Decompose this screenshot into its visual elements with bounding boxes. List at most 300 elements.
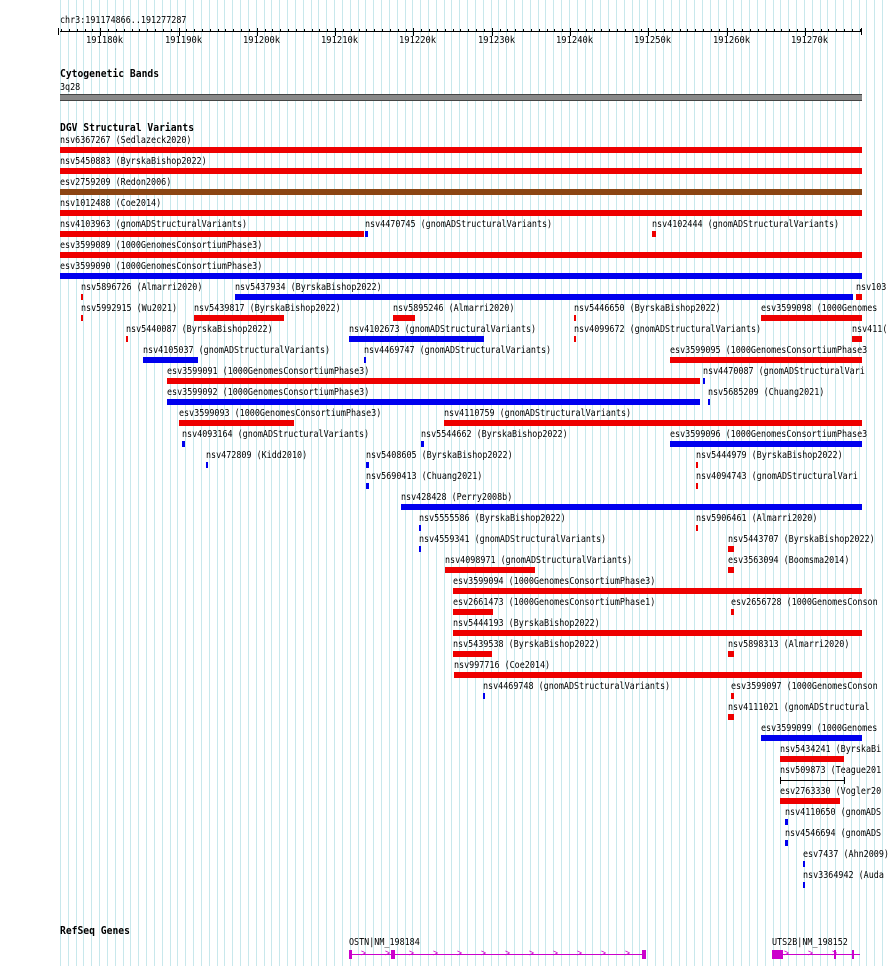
variant-bar[interactable] xyxy=(780,780,844,781)
ruler-tick-label: 191240k xyxy=(556,35,594,46)
variant-label: nsv1012488 (Coe2014) xyxy=(60,198,162,209)
variant-label: nsv4470745 (gnomADStructuralVariants) xyxy=(365,219,553,230)
strand-arrow: > xyxy=(553,948,559,959)
variant-bar[interactable] xyxy=(780,756,844,762)
variant-bar[interactable] xyxy=(206,462,208,468)
ruler-minor-tick xyxy=(523,29,524,32)
gridline xyxy=(726,0,727,966)
variant-bar[interactable] xyxy=(182,441,185,447)
gridline xyxy=(350,0,351,966)
gridline xyxy=(412,0,413,966)
gridline xyxy=(765,0,766,966)
variant-label: nsv5992915 (Wu2021) xyxy=(81,303,178,314)
gridline xyxy=(240,0,241,966)
ruler-minor-tick xyxy=(852,29,853,32)
gridline xyxy=(710,0,711,966)
strand-arrow: > xyxy=(457,948,463,959)
gridline xyxy=(334,0,335,966)
variant-label: nsv4546694 (gnomADS xyxy=(785,828,882,839)
ruler-minor-tick xyxy=(92,29,93,32)
gridline xyxy=(420,0,421,966)
dgv-track-title[interactable]: DGV Structural Variants xyxy=(60,121,195,134)
variant-bar[interactable] xyxy=(483,693,485,699)
variant-bar[interactable] xyxy=(349,336,484,342)
ruler-minor-tick xyxy=(139,29,140,32)
ruler-tick-label: 191190k xyxy=(165,35,203,46)
ruler-tick-label: 191210k xyxy=(321,35,359,46)
gridline xyxy=(287,0,288,966)
ruler-minor-tick xyxy=(351,29,352,32)
ruler-minor-tick xyxy=(484,29,485,32)
variant-label: esv3599091 (1000GenomesConsortiumPhase3) xyxy=(167,366,370,377)
ruler-minor-tick xyxy=(750,29,751,32)
variant-label: esv3599097 (1000GenomesConson xyxy=(731,681,878,692)
ruler-minor-tick xyxy=(594,29,595,32)
ruler-minor-tick xyxy=(774,29,775,32)
variant-bar[interactable] xyxy=(60,189,862,195)
gridline xyxy=(506,0,507,966)
ruler-minor-tick xyxy=(147,29,148,32)
variant-bar[interactable] xyxy=(60,273,862,279)
ruler-tick-label: 191220k xyxy=(399,35,437,46)
ruler-minor-tick xyxy=(132,29,133,32)
variant-label: nsv428428 (Perry2008b) xyxy=(401,492,513,503)
ruler-minor-tick xyxy=(69,29,70,32)
variant-bar[interactable] xyxy=(60,252,862,258)
gridline xyxy=(397,0,398,966)
ruler-minor-tick xyxy=(202,29,203,32)
gene-label: OSTN|NM_198184 xyxy=(349,937,420,948)
variant-bar[interactable] xyxy=(453,609,493,615)
variant-label: nsv4110650 (gnomADS xyxy=(785,807,882,818)
gridline xyxy=(326,0,327,966)
ruler-minor-tick xyxy=(319,29,320,32)
ruler-minor-tick xyxy=(85,29,86,32)
ruler-minor-tick xyxy=(656,29,657,32)
variant-bar[interactable] xyxy=(856,294,862,300)
gridline xyxy=(702,0,703,966)
ruler-minor-tick xyxy=(734,29,735,32)
gridline xyxy=(303,0,304,966)
variant-bar[interactable] xyxy=(364,357,366,363)
variant-label: nsv5437934 (ByrskaBishop2022) xyxy=(235,282,382,293)
gridline xyxy=(530,0,531,966)
variant-bar[interactable] xyxy=(728,651,734,657)
strand-arrow: > xyxy=(361,948,367,959)
variant-bar[interactable] xyxy=(454,672,862,678)
gridline xyxy=(498,0,499,966)
variant-bar[interactable] xyxy=(60,210,862,216)
variant-bar[interactable] xyxy=(803,882,805,888)
gridline xyxy=(389,0,390,966)
ruler-minor-tick xyxy=(625,29,626,32)
gridline xyxy=(514,0,515,966)
ruler-minor-tick xyxy=(813,29,814,32)
variant-bar[interactable] xyxy=(126,336,128,342)
gridline xyxy=(577,0,578,966)
variant-bar[interactable] xyxy=(419,546,421,552)
gridline xyxy=(733,0,734,966)
variant-bar[interactable] xyxy=(421,441,424,447)
variant-label: nsv4559341 (gnomADStructuralVariants) xyxy=(419,534,607,545)
gridline xyxy=(279,0,280,966)
variant-label: nsv5544662 (ByrskaBishop2022) xyxy=(421,429,568,440)
variant-label: nsv4469747 (gnomADStructuralVariants) xyxy=(364,345,552,356)
variant-bar[interactable] xyxy=(194,315,284,321)
variant-bar[interactable] xyxy=(453,630,862,636)
ruler-minor-tick xyxy=(531,29,532,32)
strand-arrow: > xyxy=(529,948,535,959)
variant-bar[interactable] xyxy=(708,399,710,405)
variant-label: nsv5555586 (ByrskaBishop2022) xyxy=(419,513,566,524)
ruler-minor-tick xyxy=(406,29,407,32)
gridline xyxy=(663,0,664,966)
variant-label: nsv5440087 (ByrskaBishop2022) xyxy=(126,324,273,335)
gridline xyxy=(342,0,343,966)
variant-bar[interactable] xyxy=(60,231,364,237)
ruler-minor-tick xyxy=(789,29,790,32)
variant-bar[interactable] xyxy=(731,609,734,615)
gridline xyxy=(436,0,437,966)
variant-label: nsv5898313 (Almarri2020) xyxy=(728,639,850,650)
variant-label: nsv5895246 (Almarri2020) xyxy=(393,303,515,314)
variant-bar-cap xyxy=(844,777,845,784)
variant-bar[interactable] xyxy=(60,147,862,153)
variant-label: nsv4102673 (gnomADStructuralVariants) xyxy=(349,324,537,335)
ruler-minor-tick xyxy=(617,29,618,32)
gridline xyxy=(311,0,312,966)
variant-label: nsv509873 (Teague201 xyxy=(780,765,882,776)
ruler-minor-tick xyxy=(672,29,673,32)
ruler-minor-tick xyxy=(272,29,273,32)
ruler-minor-tick xyxy=(860,29,861,32)
gridline xyxy=(553,0,554,966)
ruler-minor-tick xyxy=(225,29,226,32)
gridline xyxy=(694,0,695,966)
ruler-minor-tick xyxy=(265,29,266,32)
variant-label: nsv5443707 (ByrskaBishop2022) xyxy=(728,534,875,545)
variant-label: nsv4102444 (gnomADStructuralVariants) xyxy=(652,219,840,230)
ruler-minor-tick xyxy=(758,29,759,32)
gridline xyxy=(812,0,813,966)
variant-label: esv2763330 (Vogler20 xyxy=(780,786,882,797)
strand-arrow: > xyxy=(409,948,415,959)
variant-label: esv2759209 (Redon2006) xyxy=(60,177,172,188)
variant-bar[interactable] xyxy=(703,378,705,384)
strand-arrow: > xyxy=(784,948,790,959)
variant-bar[interactable] xyxy=(60,168,862,174)
ruler-minor-tick xyxy=(343,29,344,32)
ruler-minor-tick xyxy=(382,29,383,32)
variant-label: nsv5408605 (ByrskaBishop2022) xyxy=(366,450,513,461)
ruler-minor-tick xyxy=(116,29,117,32)
variant-bar[interactable] xyxy=(366,462,369,468)
gene-exon[interactable] xyxy=(852,950,854,959)
gridline xyxy=(232,0,233,966)
variant-label: nsv3364942 (Auda xyxy=(803,870,884,881)
cytoband-label: 3q28 xyxy=(60,82,81,93)
gridline xyxy=(780,0,781,966)
strand-arrow: > xyxy=(625,948,631,959)
ruler-minor-tick xyxy=(680,29,681,32)
ruler-minor-tick xyxy=(821,29,822,32)
variant-bar[interactable] xyxy=(785,840,788,846)
gridline xyxy=(381,0,382,966)
ruler-minor-tick xyxy=(398,29,399,32)
gridline xyxy=(545,0,546,966)
variant-label: esv2661473 (1000GenomesConsortiumPhase1) xyxy=(453,597,656,608)
ruler-minor-tick xyxy=(460,29,461,32)
variant-bar[interactable] xyxy=(728,546,734,552)
variant-label: nsv4094743 (gnomADStructuralVari xyxy=(696,471,858,482)
variant-bar[interactable] xyxy=(803,861,805,867)
gridline xyxy=(788,0,789,966)
ruler-minor-tick xyxy=(719,29,720,32)
ruler-minor-tick xyxy=(437,29,438,32)
ruler-tick-label: 191250k xyxy=(634,35,672,46)
variant-label: nsv4111021 (gnomADStructural xyxy=(728,702,870,713)
variant-bar[interactable] xyxy=(852,336,862,342)
variant-bar[interactable] xyxy=(167,399,700,405)
variant-label: esv3599096 (1000GenomesConsortiumPhase3 xyxy=(670,429,868,440)
variant-label: nsv5896726 (Almarri2020) xyxy=(81,282,203,293)
variant-bar[interactable] xyxy=(235,294,853,300)
variant-label: nsv4103963 (gnomADStructuralVariants) xyxy=(60,219,248,230)
variant-label: nsv5439817 (ByrskaBishop2022) xyxy=(194,303,341,314)
variant-bar[interactable] xyxy=(401,504,862,510)
variant-label: nsv4110759 (gnomADStructuralVariants) xyxy=(444,408,632,419)
variant-bar[interactable] xyxy=(574,315,576,321)
gridline xyxy=(686,0,687,966)
gridline xyxy=(193,0,194,966)
ruler-minor-tick xyxy=(194,29,195,32)
variant-bar[interactable] xyxy=(728,714,734,720)
ruler-minor-tick xyxy=(828,29,829,32)
gridline xyxy=(522,0,523,966)
gridline xyxy=(271,0,272,966)
variant-label: nsv103 xyxy=(856,282,887,293)
gridline xyxy=(851,0,852,966)
ruler-minor-tick xyxy=(515,29,516,32)
variant-bar[interactable] xyxy=(179,420,294,426)
variant-label: esv3563094 (Boomsma2014) xyxy=(728,555,850,566)
ruler-minor-tick xyxy=(766,29,767,32)
gridline xyxy=(467,0,468,966)
gridline xyxy=(632,0,633,966)
ruler-minor-tick xyxy=(374,29,375,32)
gene-exon[interactable] xyxy=(772,950,783,959)
gridline xyxy=(457,0,463,966)
strand-arrow: > xyxy=(577,948,583,959)
variant-bar[interactable] xyxy=(81,315,83,321)
gridline xyxy=(318,0,319,966)
variant-bar[interactable] xyxy=(444,420,862,426)
gridline xyxy=(256,0,257,966)
ruler-minor-tick xyxy=(781,29,782,32)
ruler-minor-tick xyxy=(468,29,469,32)
gridline xyxy=(451,0,452,966)
variant-label: nsv4105037 (gnomADStructuralVariants) xyxy=(143,345,331,356)
variant-label: esv3599099 (1000Genomes xyxy=(761,723,878,734)
ruler-minor-tick xyxy=(210,29,211,32)
variant-bar-cap xyxy=(780,777,781,784)
gridline xyxy=(679,0,680,966)
cytoband-q28[interactable] xyxy=(60,94,862,101)
gridline xyxy=(209,0,210,966)
ruler-minor-tick xyxy=(390,29,391,32)
variant-bar[interactable] xyxy=(419,525,421,531)
variant-bar[interactable] xyxy=(761,315,862,321)
variant-label: esv3599090 (1000GenomesConsortiumPhase3) xyxy=(60,261,263,272)
cytoband-track-title[interactable]: Cytogenetic Bands xyxy=(60,67,160,80)
variant-bar[interactable] xyxy=(365,231,368,237)
ruler-minor-tick xyxy=(601,29,602,32)
gene-exon[interactable] xyxy=(391,950,395,959)
gridline xyxy=(264,0,265,966)
strand-arrow: > xyxy=(433,948,439,959)
ruler-minor-tick xyxy=(453,29,454,32)
variant-bar[interactable] xyxy=(453,588,862,594)
gridline xyxy=(655,0,656,966)
ruler-minor-tick xyxy=(312,29,313,32)
gridline xyxy=(773,0,774,966)
variant-bar[interactable] xyxy=(670,441,862,447)
gridline xyxy=(671,0,672,966)
variant-bar[interactable] xyxy=(785,819,788,825)
gene-exon[interactable] xyxy=(642,950,646,959)
variant-bar[interactable] xyxy=(393,315,415,321)
ruler-minor-tick xyxy=(241,29,242,32)
variant-bar[interactable] xyxy=(366,483,369,489)
ruler-minor-tick xyxy=(836,29,837,32)
gridline xyxy=(201,0,202,966)
variant-label: nsv5690413 (Chuang2021) xyxy=(366,471,483,482)
ruler-minor-tick xyxy=(218,29,219,32)
variant-bar[interactable] xyxy=(143,357,198,363)
gridline xyxy=(882,0,883,966)
strand-arrow: > xyxy=(832,948,838,959)
variant-label: nsv4469748 (gnomADStructuralVariants) xyxy=(483,681,671,692)
gridline xyxy=(569,0,570,966)
gridline xyxy=(624,0,625,966)
variant-label: nsv472809 (Kidd2010) xyxy=(206,450,308,461)
variant-label: nsv5450883 (ByrskaBishop2022) xyxy=(60,156,207,167)
ruler-minor-tick xyxy=(664,29,665,32)
variant-bar[interactable] xyxy=(670,357,862,363)
ruler-minor-tick xyxy=(476,29,477,32)
strand-arrow: > xyxy=(505,948,511,959)
gridline xyxy=(538,0,539,966)
gridline xyxy=(491,0,492,966)
gridline xyxy=(616,0,617,966)
ruler-left-cap xyxy=(58,28,59,35)
locus-label: chr3:191174866..191277287 xyxy=(60,15,187,26)
variant-label: nsv997716 (Coe2014) xyxy=(454,660,551,671)
variant-bar[interactable] xyxy=(167,378,700,384)
ruler-tick-label: 191260k xyxy=(713,35,751,46)
gridline xyxy=(481,0,487,966)
gridline xyxy=(718,0,719,966)
ruler-tick-label: 191200k xyxy=(243,35,281,46)
ruler-minor-tick xyxy=(249,29,250,32)
variant-label: nsv5906461 (Almarri2020) xyxy=(696,513,818,524)
variant-bar[interactable] xyxy=(728,567,734,573)
ruler-minor-tick xyxy=(586,29,587,32)
ruler-minor-tick xyxy=(547,29,548,32)
gridline xyxy=(224,0,225,966)
variant-label: esv3599089 (1000GenomesConsortiumPhase3) xyxy=(60,240,263,251)
variant-bar[interactable] xyxy=(445,567,535,573)
gridline xyxy=(295,0,296,966)
ruler-minor-tick xyxy=(797,29,798,32)
gridline xyxy=(757,0,758,966)
variant-bar[interactable] xyxy=(780,798,840,804)
refseq-track-title[interactable]: RefSeq Genes xyxy=(60,924,130,937)
ruler-minor-tick xyxy=(695,29,696,32)
gridline xyxy=(820,0,821,966)
gridline xyxy=(608,0,609,966)
ruler-minor-tick xyxy=(366,29,367,32)
ruler-minor-tick xyxy=(445,29,446,32)
variant-bar[interactable] xyxy=(696,525,698,531)
ruler-minor-tick xyxy=(288,29,289,32)
ruler-minor-tick xyxy=(61,29,62,32)
gridline xyxy=(444,0,445,966)
variant-label: esv3599093 (1000GenomesConsortiumPhase3) xyxy=(179,408,382,419)
ruler-minor-tick xyxy=(233,29,234,32)
variant-label: nsv5444193 (ByrskaBishop2022) xyxy=(453,618,600,629)
ruler-minor-tick xyxy=(304,29,305,32)
ruler-minor-tick xyxy=(554,29,555,32)
variant-bar[interactable] xyxy=(81,294,83,300)
gridline xyxy=(741,0,742,966)
ruler-minor-tick xyxy=(124,29,125,32)
gene-exon[interactable] xyxy=(349,950,352,959)
gridline xyxy=(639,0,640,966)
variant-bar[interactable] xyxy=(696,462,698,468)
gridline xyxy=(248,0,249,966)
strand-arrow: > xyxy=(385,948,391,959)
variant-label: nsv4470087 (gnomADStructuralVari xyxy=(703,366,865,377)
gridline xyxy=(843,0,844,966)
variant-label: esv7437 (Ahn2009) xyxy=(803,849,889,860)
ruler-minor-tick xyxy=(108,29,109,32)
variant-label: nsv4098971 (gnomADStructuralVariants) xyxy=(445,555,633,566)
ruler-minor-tick xyxy=(578,29,579,32)
gridline xyxy=(835,0,836,966)
ruler-minor-tick xyxy=(562,29,563,32)
variant-bar[interactable] xyxy=(574,336,576,342)
ruler-right-cap xyxy=(861,28,862,35)
variant-label: esv2656728 (1000GenomesConson xyxy=(731,597,878,608)
variant-label: nsv5444979 (ByrskaBishop2022) xyxy=(696,450,843,461)
variant-label: esv3599094 (1000GenomesConsortiumPhase3) xyxy=(453,576,656,587)
variant-label: nsv5434241 (ByrskaBi xyxy=(780,744,882,755)
strand-arrow: > xyxy=(601,948,607,959)
ruler-minor-tick xyxy=(687,29,688,32)
variant-label: esv3599092 (1000GenomesConsortiumPhase3) xyxy=(167,387,370,398)
ruler-tick-label: 191270k xyxy=(791,35,829,46)
variant-bar[interactable] xyxy=(696,483,698,489)
variant-bar[interactable] xyxy=(652,231,656,237)
ruler-minor-tick xyxy=(609,29,610,32)
variant-bar[interactable] xyxy=(453,651,492,657)
gridline xyxy=(428,0,429,966)
variant-bar[interactable] xyxy=(761,735,862,741)
ruler-minor-tick xyxy=(280,29,281,32)
ruler-minor-tick xyxy=(77,29,78,32)
variant-bar[interactable] xyxy=(731,693,734,699)
